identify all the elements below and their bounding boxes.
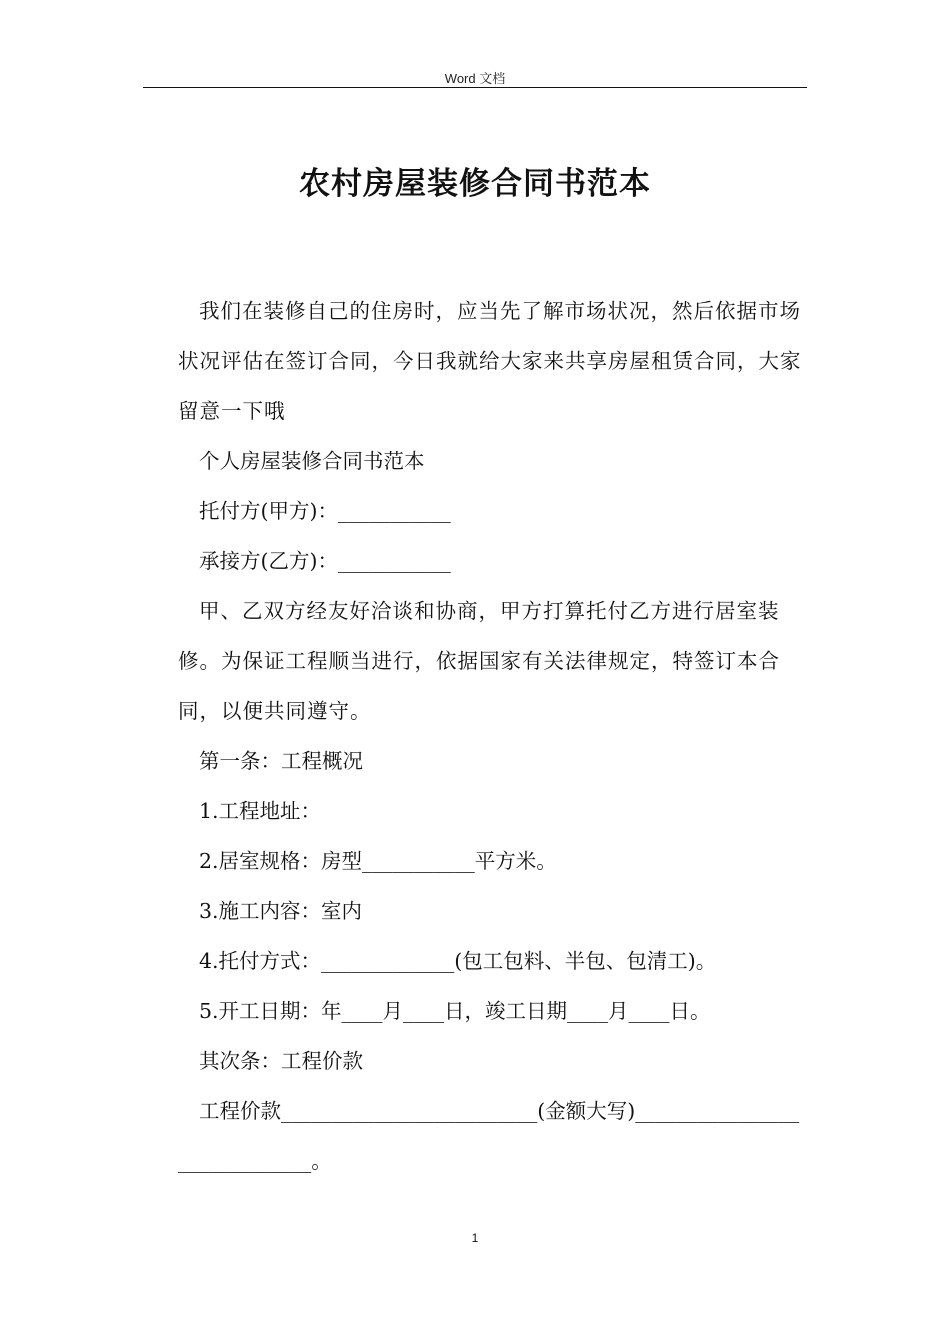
article-1-heading: 第一条：工程概况 bbox=[199, 749, 363, 773]
party-a-line: 托付方(甲方)：___________ bbox=[199, 499, 451, 523]
section-heading: 个人房屋装修合同书范本 bbox=[199, 449, 425, 473]
page-header: Word 文档 bbox=[444, 71, 506, 86]
intro-paragraph: 我们在装修自己的住房时，应当先了解市场状况，然后依据市场状况评估在签订合同，今日我就给大家来共享房屋租赁合同，大家留意一下哦 bbox=[178, 299, 802, 423]
article-2-heading: 其次条：工程价款 bbox=[199, 1049, 363, 1073]
project-price: 工程价款_________________________(金额大写)_____________________________。 bbox=[178, 1099, 800, 1173]
document-body bbox=[178, 286, 803, 1186]
construction-content: 3.施工内容：室内 bbox=[199, 899, 363, 923]
page-number: 1 bbox=[471, 1231, 479, 1245]
document-title: 农村房屋装修合同书范本 bbox=[299, 166, 651, 202]
agreement-paragraph: 甲、乙双方经友好洽谈和协商，甲方打算托付乙方进行居室装修。为保证工程顺当进行，依据国家有关法律规定，特签订本合同，以便共同遵守。 bbox=[178, 599, 780, 723]
commission-method: 4.托付方式：_____________(包工包料、半包、包清工)。 bbox=[199, 949, 717, 973]
schedule-dates: 5.开工日期：年____月____日，竣工日期____月____日。 bbox=[199, 999, 711, 1023]
room-spec: 2.居室规格：房型___________平方米。 bbox=[199, 849, 557, 873]
party-b-line: 承接方(乙方)：___________ bbox=[199, 549, 451, 573]
project-address: 1.工程地址： bbox=[199, 799, 322, 823]
header-rule bbox=[143, 87, 807, 88]
